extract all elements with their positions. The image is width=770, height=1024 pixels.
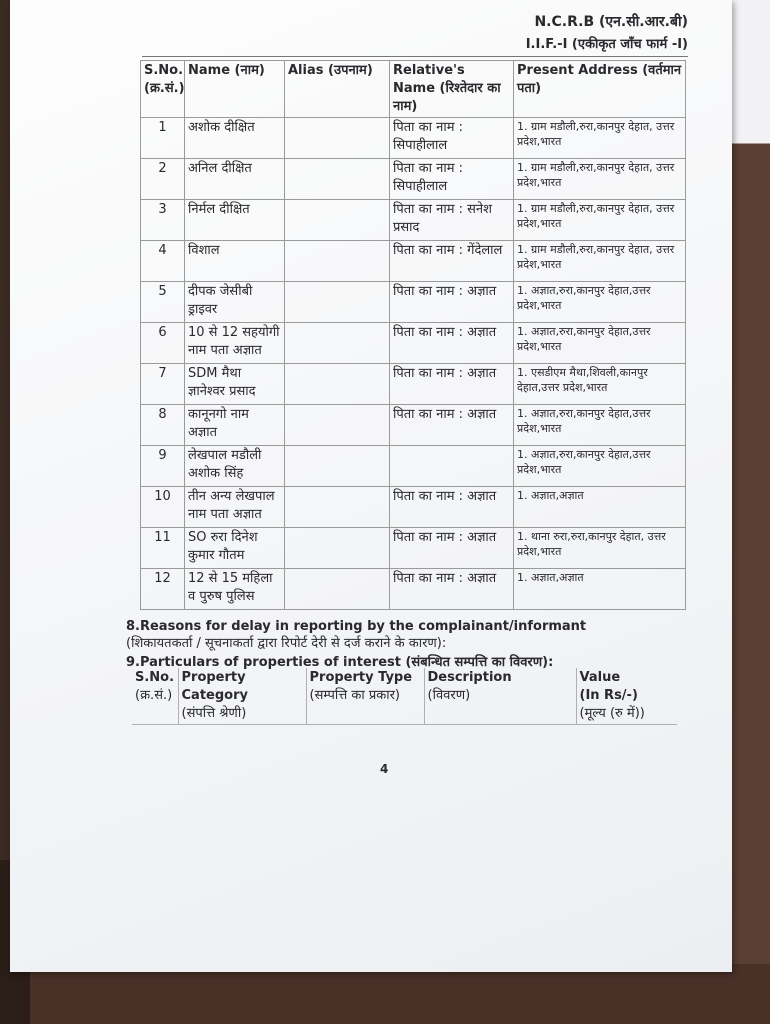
cell-name: 12 से 15 महिला व पुरुष पुलिस	[185, 569, 285, 610]
cell-address: 1. ग्राम मडौली,रुरा,कानपुर देहात, उत्तर प्रदेश,भारत	[514, 118, 686, 159]
table-row	[141, 569, 686, 610]
prop-sno-hi: (क्र.सं.)	[135, 688, 173, 703]
cell-sno: 11	[141, 528, 185, 569]
cell-relative: पिता का नाम : अज्ञात	[390, 282, 514, 323]
col-prop-sno	[132, 668, 178, 725]
col-address: Present Address (वर्तमान पता)	[514, 61, 686, 118]
cell-relative: पिता का नाम : अज्ञात	[390, 569, 514, 610]
cell-sno: 12	[141, 569, 185, 610]
table-row	[141, 528, 686, 569]
cell-address: 1. अज्ञात,रुरा,कानपुर देहात,उत्तर प्रदेश,भारत	[514, 405, 686, 446]
cell-sno: 9	[141, 446, 185, 487]
accused-table-header	[141, 61, 686, 118]
prop-category-hi: (संपत्ति श्रेणी)	[181, 706, 247, 721]
prop-description-hi: (विवरण)	[427, 688, 471, 703]
cell-name: SDM मैथा ज्ञानेश्वर प्रसाद	[185, 364, 285, 405]
cell-alias	[285, 118, 390, 159]
cell-alias	[285, 159, 390, 200]
page-number: 4	[380, 762, 389, 776]
prop-sno-en: S.No.	[135, 670, 175, 685]
cell-relative: पिता का नाम : अज्ञात	[390, 487, 514, 528]
cell-relative: पिता का नाम : अज्ञात	[390, 405, 514, 446]
section-9-title: 9.Particulars of properties of interest (संबन्धित सम्पत्ति का विवरण):	[126, 655, 554, 670]
cell-sno: 6	[141, 323, 185, 364]
cell-sno: 2	[141, 159, 185, 200]
table-row	[141, 405, 686, 446]
col-prop-category	[178, 668, 306, 725]
prop-description-en: Description	[427, 670, 512, 685]
section-8-title: 8.Reasons for delay in reporting by the complainant/informant	[126, 619, 587, 634]
cell-address: 1. ग्राम मडौली,रुरा,कानपुर देहात, उत्तर प्रदेश,भारत	[514, 200, 686, 241]
cell-relative: पिता का नाम : सिपाहीलाल	[390, 159, 514, 200]
cell-name: अनिल दीक्षित	[185, 159, 285, 200]
prop-value-hi: (मूल्य (रु में))	[579, 706, 645, 721]
ncrb-header: N.C.R.B (एन.सी.आर.बी)	[534, 14, 688, 30]
cell-alias	[285, 487, 390, 528]
cell-sno: 10	[141, 487, 185, 528]
cell-alias	[285, 364, 390, 405]
property-table-header	[132, 668, 677, 725]
prop-type-hi: (सम्पत्ति का प्रकार)	[309, 688, 400, 703]
table-row	[141, 323, 686, 364]
cell-name: 10 से 12 सहयोगी नाम पता अज्ञात	[185, 323, 285, 364]
section-8	[126, 618, 686, 652]
prop-value-unit: (In Rs/-)	[579, 688, 638, 703]
col-name: Name (नाम)	[185, 61, 285, 118]
cell-name: दीपक जेसीबी ड्राइवर	[185, 282, 285, 323]
cell-alias	[285, 200, 390, 241]
table-row	[141, 487, 686, 528]
cell-address: 1. अज्ञात,रुरा,कानपुर देहात,उत्तर प्रदेश,भारत	[514, 282, 686, 323]
cell-address: 1. एसडीएम मैथा,शिवली,कानपुर देहात,उत्तर प्रदेश,भारत	[514, 364, 686, 405]
cell-sno: 1	[141, 118, 185, 159]
header-divider	[142, 56, 688, 57]
cell-alias	[285, 323, 390, 364]
col-prop-value	[576, 668, 677, 725]
background-table-surface	[0, 964, 770, 1024]
table-row	[141, 159, 686, 200]
cell-relative: पिता का नाम : अज्ञात	[390, 364, 514, 405]
cell-name: लेखपाल मडौली अशोक सिंह	[185, 446, 285, 487]
cell-relative: पिता का नाम : अज्ञात	[390, 323, 514, 364]
cell-name: अशोक दीक्षित	[185, 118, 285, 159]
prop-value-en: Value	[579, 670, 621, 685]
table-row	[141, 282, 686, 323]
cell-name: SO रुरा दिनेश कुमार गौतम	[185, 528, 285, 569]
cell-sno: 7	[141, 364, 185, 405]
table-row	[141, 364, 686, 405]
cell-alias	[285, 282, 390, 323]
form-header: I.I.F.-I (एकीकृत जाँच फार्म -I)	[525, 37, 688, 52]
cell-relative: पिता का नाम : सनेश प्रसाद	[390, 200, 514, 241]
cell-address: 1. ग्राम मडौली,रुरा,कानपुर देहात, उत्तर प्रदेश,भारत	[514, 159, 686, 200]
accused-table	[140, 60, 686, 610]
section-8-subtitle: (शिकायतकर्ता / सूचनाकर्ता द्वारा रिपोर्ट देरी से दर्ज कराने के कारण):	[126, 636, 447, 651]
table-row	[141, 446, 686, 487]
cell-relative: पिता का नाम : गेंदेलाल	[390, 241, 514, 282]
cell-name: कानूनगो नाम अज्ञात	[185, 405, 285, 446]
cell-alias	[285, 241, 390, 282]
cell-name: निर्मल दीक्षित	[185, 200, 285, 241]
col-relative: Relative's Name (रिश्तेदार का नाम)	[390, 61, 514, 118]
cell-address: 1. अज्ञात,अज्ञात	[514, 569, 686, 610]
cell-alias	[285, 446, 390, 487]
cell-name: विशाल	[185, 241, 285, 282]
cell-sno: 4	[141, 241, 185, 282]
cell-sno: 3	[141, 200, 185, 241]
col-prop-type	[306, 668, 424, 725]
col-alias: Alias (उपनाम)	[285, 61, 390, 118]
cell-sno: 5	[141, 282, 185, 323]
col-prop-description	[424, 668, 576, 725]
prop-type-en: Property Type	[309, 670, 413, 685]
table-row	[141, 118, 686, 159]
cell-relative: पिता का नाम : अज्ञात	[390, 528, 514, 569]
cell-address: 1. अज्ञात,रुरा,कानपुर देहात,उत्तर प्रदेश,भारत	[514, 446, 686, 487]
cell-relative: पिता का नाम : सिपाहीलाल	[390, 118, 514, 159]
table-row	[141, 200, 686, 241]
cell-sno: 8	[141, 405, 185, 446]
cell-alias	[285, 528, 390, 569]
cell-alias	[285, 569, 390, 610]
cell-relative	[390, 446, 514, 487]
table-row	[141, 241, 686, 282]
cell-address: 1. ग्राम मडौली,रुरा,कानपुर देहात, उत्तर प्रदेश,भारत	[514, 241, 686, 282]
property-table	[132, 668, 677, 725]
prop-category-en: Property Category	[181, 670, 248, 703]
cell-address: 1. थाना रुरा,रुरा,कानपुर देहात, उत्तर प्रदेश,भारत	[514, 528, 686, 569]
cell-address: 1. अज्ञात,रुरा,कानपुर देहात,उत्तर प्रदेश,भारत	[514, 323, 686, 364]
cell-alias	[285, 405, 390, 446]
cell-address: 1. अज्ञात,अज्ञात	[514, 487, 686, 528]
cell-name: तीन अन्य लेखपाल नाम पता अज्ञात	[185, 487, 285, 528]
col-sno: S.No. (क्र.सं.)	[141, 61, 185, 118]
